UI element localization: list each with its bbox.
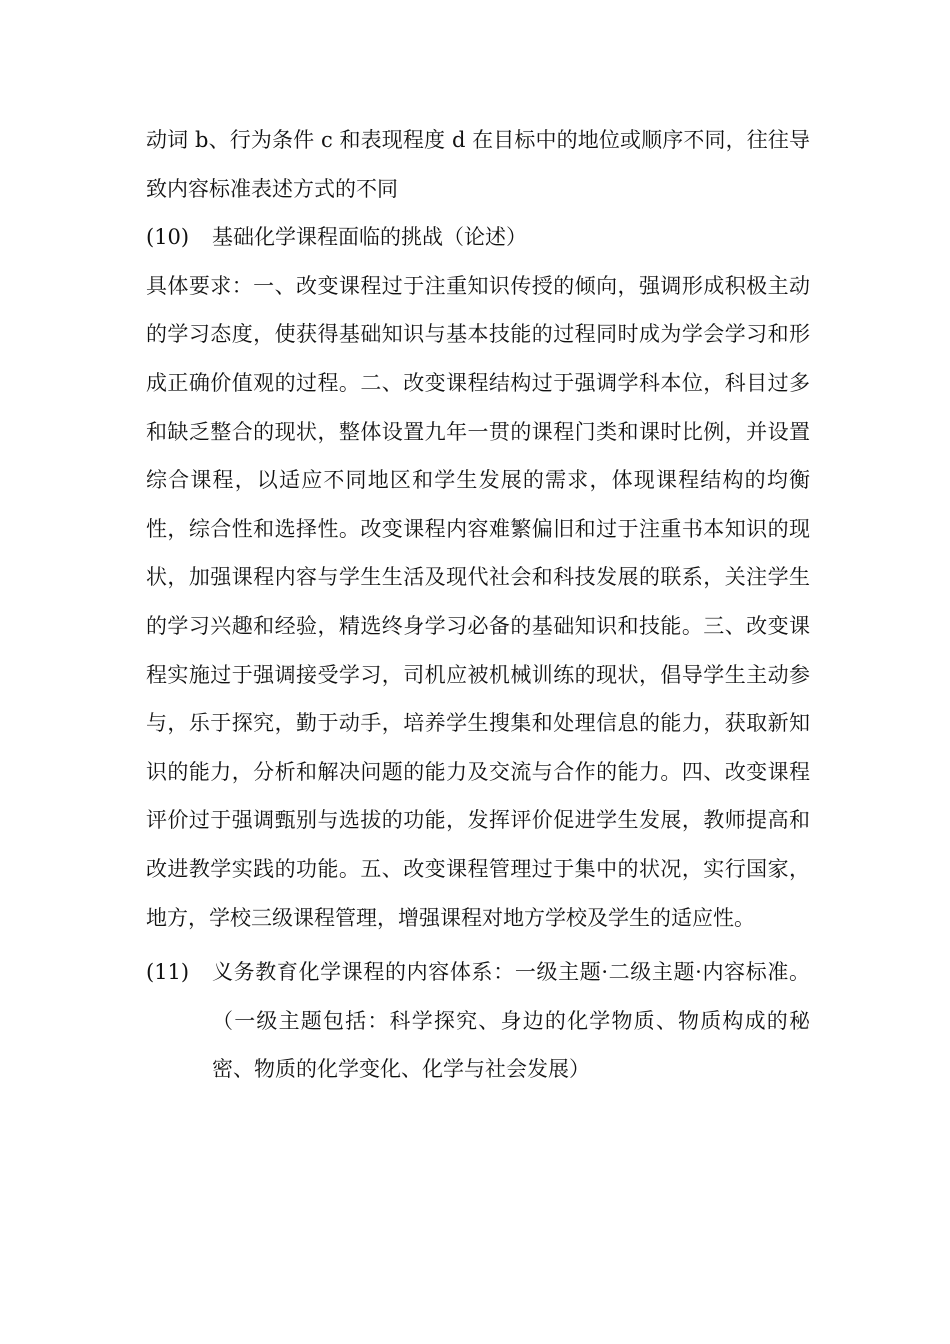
list-item-text — [212, 948, 810, 1094]
list-item-11 — [146, 948, 810, 1094]
list-item-number: (11) — [146, 960, 190, 985]
list-item-10 — [146, 213, 810, 262]
document-body — [146, 116, 810, 1094]
paragraph-requirements: 具体要求：一、改变课程过于注重知识传授的倾向，强调形成积极主动的学习态度，使获得基础知识与基本技能的过程同时成为学会学习和形成正确价值观的过程。二、改变课程结构过于强调学科本位，科目过多和缺乏整合的现状，整体设置九年一贯的课程门类和课时比例，并设置综合课程，以适应不同地区和学生发展的需求，体现课程结构的均衡性，综合性和选择性。改变课程内容难繁偏旧和过于注重书本知识的现状，加强课程内容与学生生活及现代社会和科技发展的联系，关注学生的学习兴趣和经验，精选终身学习必备的基础知识和技能。三、改变课程实施过于强调接受学习，司机应被机械训练的现状，倡导学生主动参与，乐于探究，勤于动手，培养学生搜集和处理信息的能力，获取新知识的能力，分析和解决问题的能力及交流与合作的能力。四、改变课程评价过于强调甄别与选拔的功能，发挥评价促进学生发展，教师提高和改进教学实践的功能。五、改变课程管理过于集中的状况，实行国家，地方，学校三级课程管理，增强课程对地方学校及学生的适应性。 — [146, 273, 810, 930]
list-item-number: (10) — [146, 225, 190, 250]
list-item-body: 义务教育化学课程的内容体系：一级主题·二级主题·内容标准。（一级主题包括：科学探究、身边的化学物质、物质构成的秘密、物质的化学变化、化学与社会发展） — [212, 960, 810, 1082]
paragraph-continuation: 动词 b、行为条件 c 和表现程度 d 在目标中的地位或顺序不同，往往导致内容标准表述方式的不同 — [146, 128, 810, 201]
list-item-heading: 基础化学课程面临的挑战（论述） — [212, 225, 527, 250]
